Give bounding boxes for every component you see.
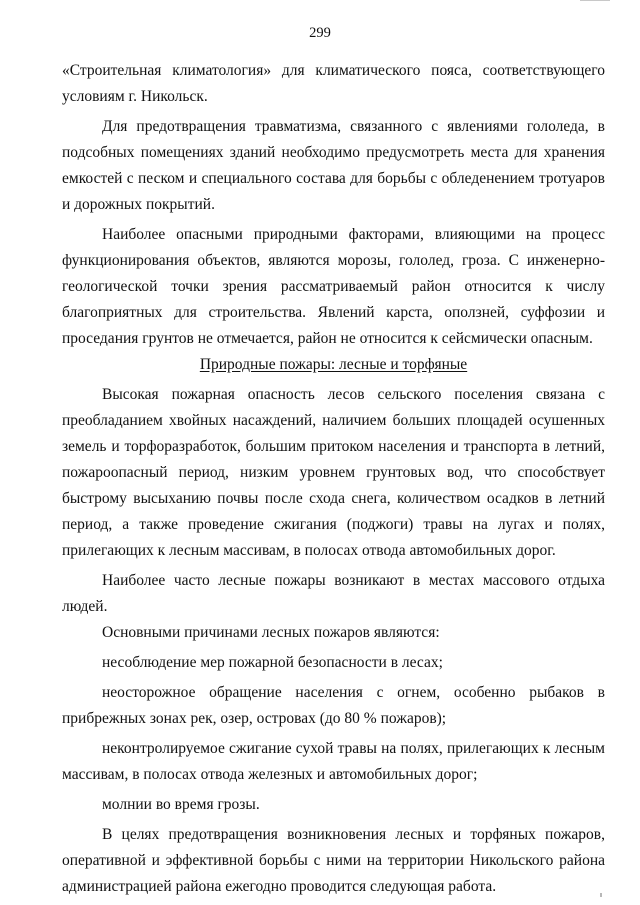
- paragraph-ice-prevention: Для предотвращения травматизма, связанного с явлениями гололеда, в подсобных помещениях зданий необходимо предусмотреть места для хранения емкостей с песком и специального состава для борьбы с обледенением тротуаров и дорожных покрытий.: [62, 118, 605, 213]
- list-item-cause-safety: несоблюдение мер пожарной безопасности в лесах;: [102, 654, 443, 671]
- paragraph-fire-causes-intro: Основными причинами лесных пожаров являются:: [102, 624, 440, 641]
- scan-artifact: [580, 0, 610, 3]
- paragraph-fire-locations: Наиболее часто лесные пожары возникают в местах массового отдыха людей.: [62, 572, 605, 615]
- paragraph-natural-hazards: Наиболее опасными природными факторами, влияющими на процесс функционирования объектов, являются морозы, гололед, гроза. С инженерно-геологической точки зрения рассматриваемый район относится к числу благоприятных для строительства. Явлений карста, оползней, суффозии и проседания грунтов не отмечается, район не относится к сейсмически опасным.: [62, 226, 605, 347]
- page-number: 299: [309, 25, 331, 41]
- list-item-cause-lightning: молнии во время грозы.: [102, 796, 260, 813]
- scan-artifact: [600, 893, 602, 897]
- paragraph-fire-danger: Высокая пожарная опасность лесов сельского поселения связана с преобладанием хвойных насаждений, наличием больших площадей осушенных земель и торфоразработок, большим притоком населения и транспорта в летний, пожароопасный период, низким уровнем грунтовых вод, что способствует быстрому высыханию почвы после схода снега, количеством осадков в летний период, а также проведение сжигания (поджоги) травы на лугах и полях, прилегающих к лесным массивам, в полосах отвода автомобильных дорог.: [62, 386, 605, 559]
- list-item-cause-burning: неконтролируемое сжигание сухой травы на полях, прилегающих к лесным массивам, в полосах отвода железных и автомобильных дорог;: [62, 740, 605, 783]
- section-heading-natural-fires: Природные пожары: лесные и торфяные: [199, 356, 468, 373]
- list-item-cause-careless: неосторожное обращение населения с огнем, особенно рыбаков в прибрежных зонах рек, озер, островах (до 80 % пожаров);: [62, 684, 605, 727]
- paragraph-prevention-work: В целях предотвращения возникновения лесных и торфяных пожаров, оперативной и эффективной борьбы с ними на территории Никольского района администрацией района ежегодно проводится следующая работа.: [62, 826, 605, 895]
- paragraph-climatology: «Строительная климатология» для климатического пояса, соответствующего условиям г. Никольск.: [62, 62, 605, 105]
- page-body: [62, 58, 605, 900]
